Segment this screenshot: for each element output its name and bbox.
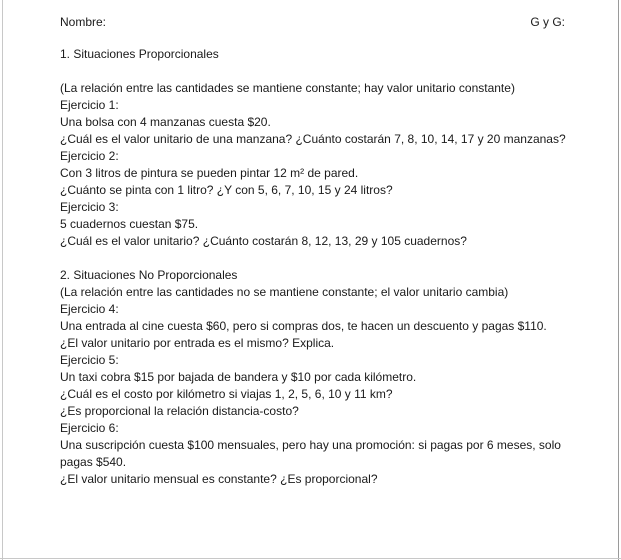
page-bottom-edge <box>0 558 621 559</box>
exercise-1-question: ¿Cuál es el valor unitario de una manzana? ¿Cuánto costarán 7, 8, 10, 14, 17 y 20 manzanas? <box>60 132 566 146</box>
section-1-note: (La relación entre las cantidades se mantiene constante; hay valor unitario constante) <box>60 81 515 95</box>
worksheet-header <box>60 15 565 31</box>
exercise-5-statement: Un taxi cobra $15 por bajada de bandera y $10 por cada kilómetro. <box>60 370 417 384</box>
exercise-3-label: Ejercicio 3: <box>60 200 119 214</box>
exercise-5-question-2: ¿Es proporcional la relación distancia-costo? <box>60 404 299 418</box>
exercise-1-statement: Una bolsa con 4 manzanas cuesta $20. <box>60 115 271 129</box>
exercise-3-statement: 5 cuadernos cuestan $75. <box>60 217 199 231</box>
exercise-4-label: Ejercicio 4: <box>60 302 119 316</box>
exercise-6-statement: Una suscripción cuesta $100 mensuales, pero hay una promoción: si pagas por 6 meses, solo <box>60 438 561 452</box>
worksheet-content <box>60 46 616 488</box>
section-2-title: 2. Situaciones No Proporcionales <box>60 268 238 282</box>
nombre-label: Nombre: <box>60 15 107 29</box>
exercise-4-question: ¿El valor unitario por entrada es el mismo? Explica. <box>60 336 335 350</box>
exercise-4-statement: Una entrada al cine cuesta $60, pero si compras dos, te hacen un descuento y pagas $110. <box>60 319 547 333</box>
exercise-6-statement-cont: pagas $540. <box>60 455 127 469</box>
page-left-edge <box>2 0 3 560</box>
section-2-note: (La relación entre las cantidades no se mantiene constante; el valor unitario cambia) <box>60 285 509 299</box>
exercise-5-label: Ejercicio 5: <box>60 353 119 367</box>
exercise-6-question: ¿El valor unitario mensual es constante? ¿Es proporcional? <box>60 472 378 486</box>
exercise-2-label: Ejercicio 2: <box>60 149 119 163</box>
exercise-5-question: ¿Cuál es el costo por kilómetro si viajas 1, 2, 5, 6, 10 y 11 km? <box>60 387 393 401</box>
exercise-3-question: ¿Cuál es el valor unitario? ¿Cuánto costarán 8, 12, 13, 29 y 105 cuadernos? <box>60 234 467 248</box>
page-right-edge <box>618 0 619 560</box>
exercise-2-question: ¿Cuánto se pinta con 1 litro? ¿Y con 5, 6, 7, 10, 15 y 24 litros? <box>60 183 393 197</box>
grupo-label: G y G: <box>530 15 565 29</box>
section-1-title: 1. Situaciones Proporcionales <box>60 47 219 61</box>
exercise-1-label: Ejercicio 1: <box>60 98 119 112</box>
exercise-6-label: Ejercicio 6: <box>60 421 119 435</box>
exercise-2-statement: Con 3 litros de pintura se pueden pintar 12 m² de pared. <box>60 166 359 180</box>
